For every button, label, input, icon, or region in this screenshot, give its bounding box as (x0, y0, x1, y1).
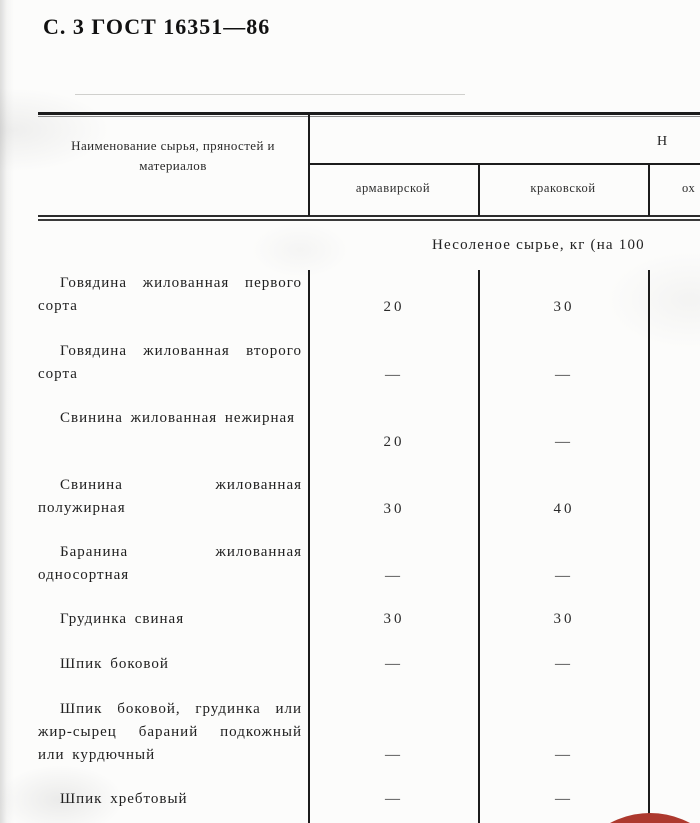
column-header-armavirskaya: армавирской (355, 181, 431, 195)
row-name: Говядина жилованная первого сорта (38, 275, 302, 314)
scan-artifact-line (75, 94, 465, 95)
table-column-divider-1 (308, 270, 310, 823)
row-name: Шпик боковой, грудинка или жир-сырец бараний подкожный или курдючный (38, 701, 302, 763)
cell-value: — (555, 791, 573, 807)
cell-value: — (385, 791, 403, 807)
column-header-materials: Наименование сырья, пряностей и материалов (71, 138, 275, 173)
cell-value: 20 (383, 299, 405, 315)
column-header-krakovskaya: краковской (530, 181, 596, 195)
red-stamp-circle (565, 813, 700, 823)
cell-value: 20 (383, 434, 405, 450)
cell-value: — (385, 568, 403, 584)
row-name: Свинина жилованная нежирная (60, 410, 296, 426)
cell-value: 30 (553, 611, 575, 627)
table-top-rule (38, 112, 700, 115)
page-title: С. 3 ГОСТ 16351—86 (43, 14, 271, 39)
table-header-double-rule-bottom (38, 219, 700, 221)
table-subheader-rule (308, 163, 700, 165)
table-header-double-rule-top (38, 215, 700, 217)
cell-value: 30 (383, 501, 405, 517)
spanning-header-fragment: Н (657, 134, 668, 149)
table-column-divider-2 (478, 270, 480, 823)
row-name: Шпик хребтовый (60, 791, 188, 807)
cell-value: — (385, 367, 403, 383)
row-name: Шпик боковой (60, 656, 169, 672)
row-name: Говядина жилованная второго сорта (38, 343, 302, 382)
table-column-divider-3 (648, 270, 650, 823)
cell-value: 30 (383, 611, 405, 627)
cell-value: — (385, 656, 403, 672)
cell-value: — (555, 656, 573, 672)
table-top-rule-shadow (38, 116, 700, 117)
table-header-divider-3 (648, 164, 650, 216)
row-name: Свинина жилованная полужирная (38, 477, 302, 516)
cell-value: — (555, 568, 573, 584)
cell-value: — (555, 367, 573, 383)
row-name: Грудинка свиная (60, 611, 185, 627)
column-header-clipped: ох (682, 181, 696, 195)
cell-value: — (385, 747, 403, 763)
section-note-unsalted-raw: Несоленое сырье, кг (на 100 (432, 237, 645, 253)
row-name: Баранина жилованная односортная (38, 544, 302, 583)
cell-value: 30 (553, 299, 575, 315)
cell-value: 40 (553, 501, 575, 517)
cell-value: — (555, 434, 573, 450)
table-header-divider-1 (308, 114, 310, 216)
cell-value: — (555, 747, 573, 763)
